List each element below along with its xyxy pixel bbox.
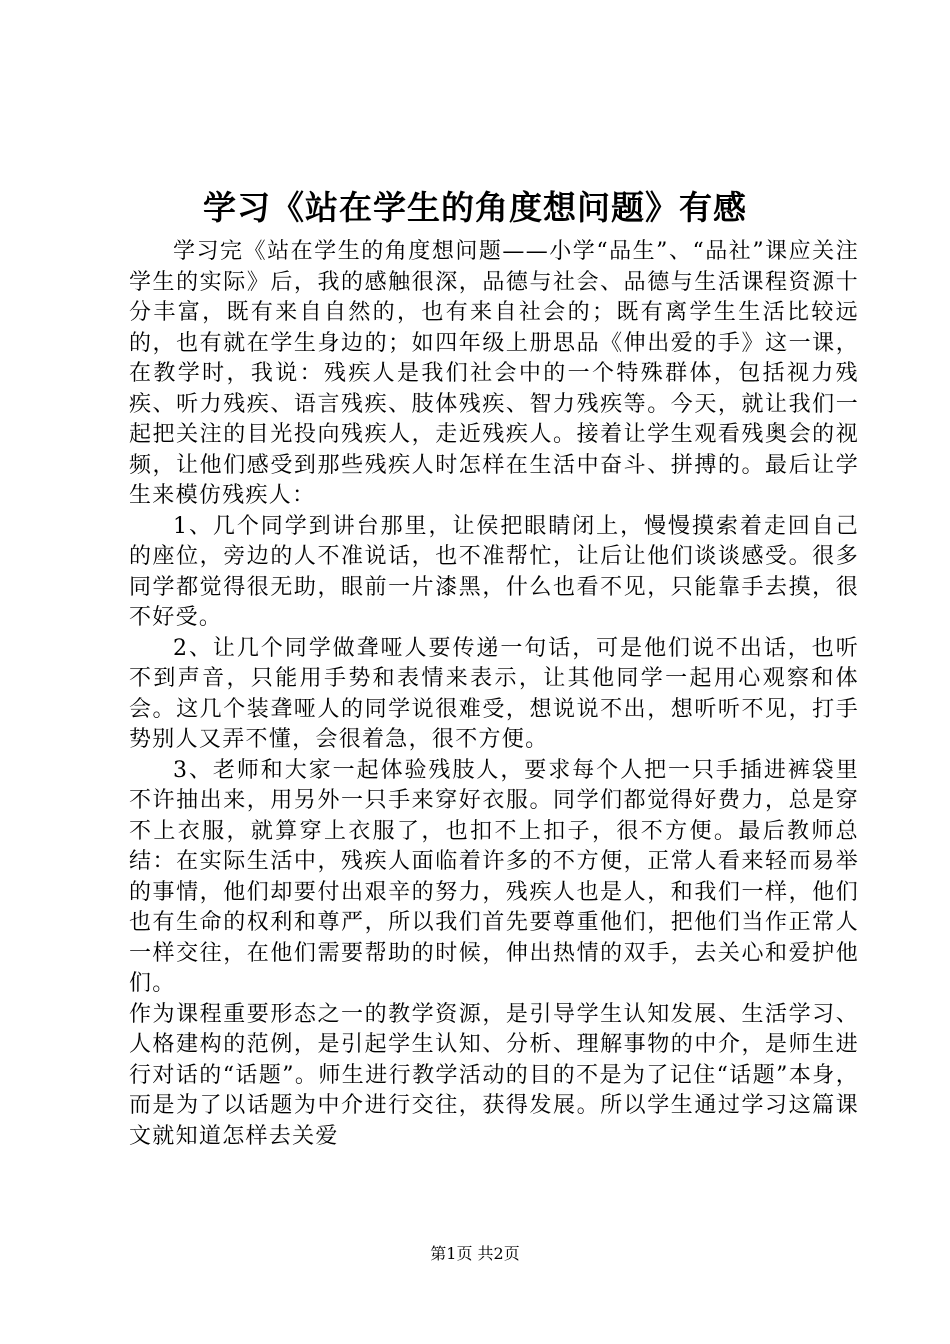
document-body	[129, 237, 859, 1152]
paragraph-item-1: 1、几个同学到讲台那里，让侯把眼睛闭上，慢慢摸索着走回自己的座位，旁边的人不准说话，也不准帮忙，让后让他们谈谈感受。很多同学都觉得很无助，眼前一片漆黑，什么也看不见，只能靠手去摸，很不好受。	[129, 513, 859, 630]
page-number-footer: 第1页 共2页	[430, 1244, 520, 1263]
document-title: 学习《站在学生的角度想问题》有感	[203, 188, 747, 227]
paragraph-item-2: 2、让几个同学做聋哑人要传递一句话，可是他们说不出话，也听不到声音，只能用手势和表情来表示，让其他同学一起用心观察和体会。这几个装聋哑人的同学说很难受，想说说不出，想听听不见，打手势别人又弄不懂，会很着急，很不方便。	[129, 635, 859, 752]
paragraph-intro: 学习完《站在学生的角度想问题——小学“品生”、“品社”课应关注学生的实际》后，我的感触很深，品德与社会、品德与生活课程资源十分丰富，既有来自自然的，也有来自社会的；既有离学生生活比较远的，也有就在学生身边的；如四年级上册思品《伸出爱的手》这一课，在教学时，我说：残疾人是我们社会中的一个特殊群体，包括视力残疾、听力残疾、语言残疾、肢体残疾、智力残疾等。今天，就让我们一起把关注的目光投向残疾人，走近残疾人。接着让学生观看残奥会的视频，让他们感受到那些残疾人时怎样在生活中奋斗、拼搏的。最后让学生来模仿残疾人：	[129, 239, 859, 508]
paragraph-conclusion: 作为课程重要形态之一的教学资源，是引导学生认知发展、生活学习、人格建构的范例，是引起学生认知、分析、理解事物的中介，是师生进行对话的“话题”。师生进行教学活动的目的不是为了记住“话题”本身，而是为了以话题为中介进行交往，获得发展。所以学生通过学习这篇课文就知道怎样去关爱	[129, 1001, 859, 1149]
paragraph-item-3: 3、老师和大家一起体验残肢人，要求每个人把一只手插进裤袋里不许抽出来，用另外一只手来穿好衣服。同学们都觉得好费力，总是穿不上衣服，就算穿上衣服了，也扣不上扣子，很不方便。最后教师总结：在实际生活中，残疾人面临着许多的不方便，正常人看来轻而易举的事情，他们却要付出艰辛的努力，残疾人也是人，和我们一样，他们也有生命的权利和尊严，所以我们首先要尊重他们，把他们当作正常人一样交往，在他们需要帮助的时候，伸出热情的双手，去关心和爱护他们。	[129, 757, 859, 996]
